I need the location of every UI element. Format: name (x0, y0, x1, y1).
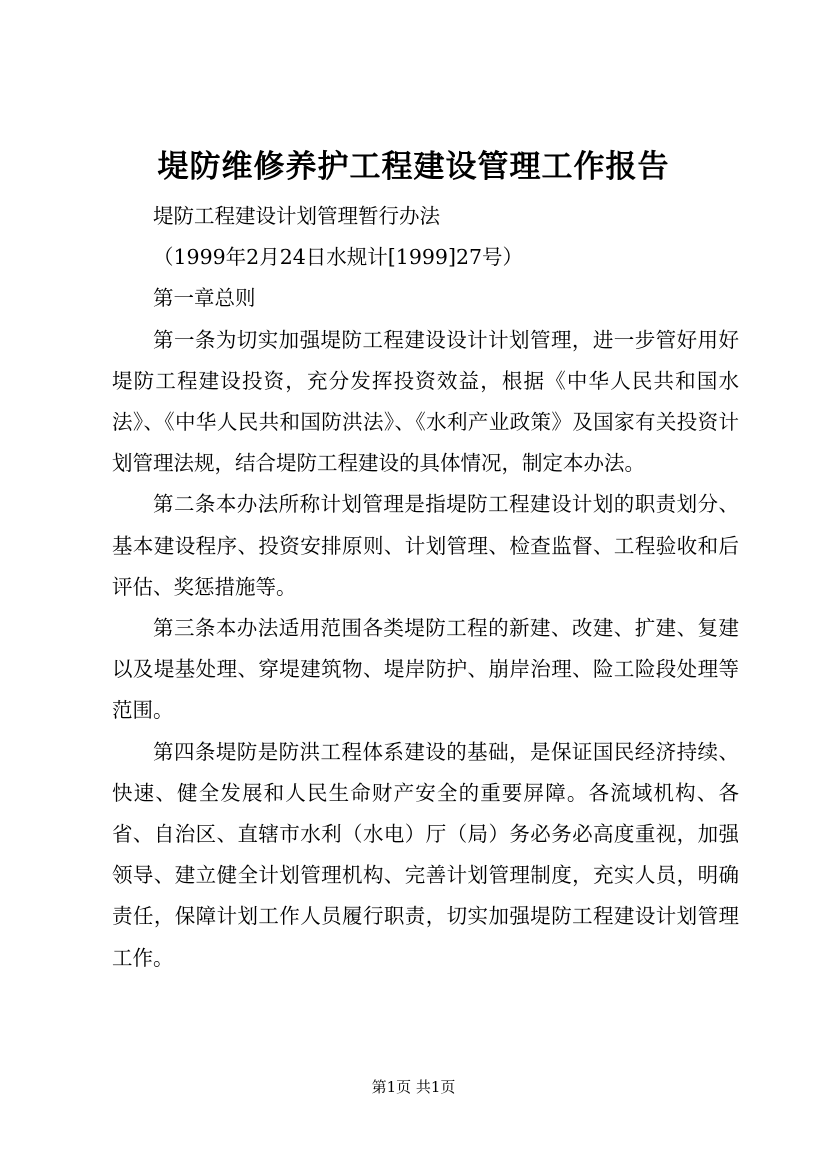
document-title: 堤防维修养护工程建设管理工作报告 (157, 149, 670, 185)
paragraph-subtitle: 堤防工程建设计划管理暂行办法 (153, 204, 440, 228)
paragraph-chapter-heading: 第一章总则 (153, 286, 256, 311)
paragraph-article-4: 第四条堤防是防洪工程体系建设的基础，是保证国民经济持续、快速、健全发展和人民生命财产安全的重要屏障。各流域机构、各省、自治区、直辖市水利（水电）厅（局）务必务必高度重视，加强领导、建立健全计划管理机构、完善计划管理制度，充实人员，明确责任，保障计划工作人员履行职责，切实加强堤防工程建设计划管理工作。 (112, 739, 739, 970)
document-body (112, 196, 739, 979)
paragraph-article-3: 第三条本办法适用范围各类堤防工程的新建、改建、扩建、复建以及堤基处理、穿堤建筑物、堤岸防护、崩岸治理、险工险段处理等范围。 (112, 616, 739, 723)
paragraph-article-1: 第一条为切实加强堤防工程建设设计计划管理，进一步管好用好堤防工程建设投资，充分发挥投资效益，根据《中华人民共和国水法》、《中华人民共和国防洪法》、《水利产业政策》及国家有关投资计划管理法规，结合堤防工程建设的具体情况，制定本办法。 (112, 327, 739, 476)
paragraph-reference: （1999年2月24日水规计[1999]27号） (153, 245, 524, 270)
page-number-footer: 第1页 共1页 (371, 1078, 456, 1096)
paragraph-article-2: 第二条本办法所称计划管理是指堤防工程建设计划的职责划分、基本建设程序、投资安排原则、计划管理、检查监督、工程验收和后评估、奖惩措施等。 (112, 492, 739, 599)
